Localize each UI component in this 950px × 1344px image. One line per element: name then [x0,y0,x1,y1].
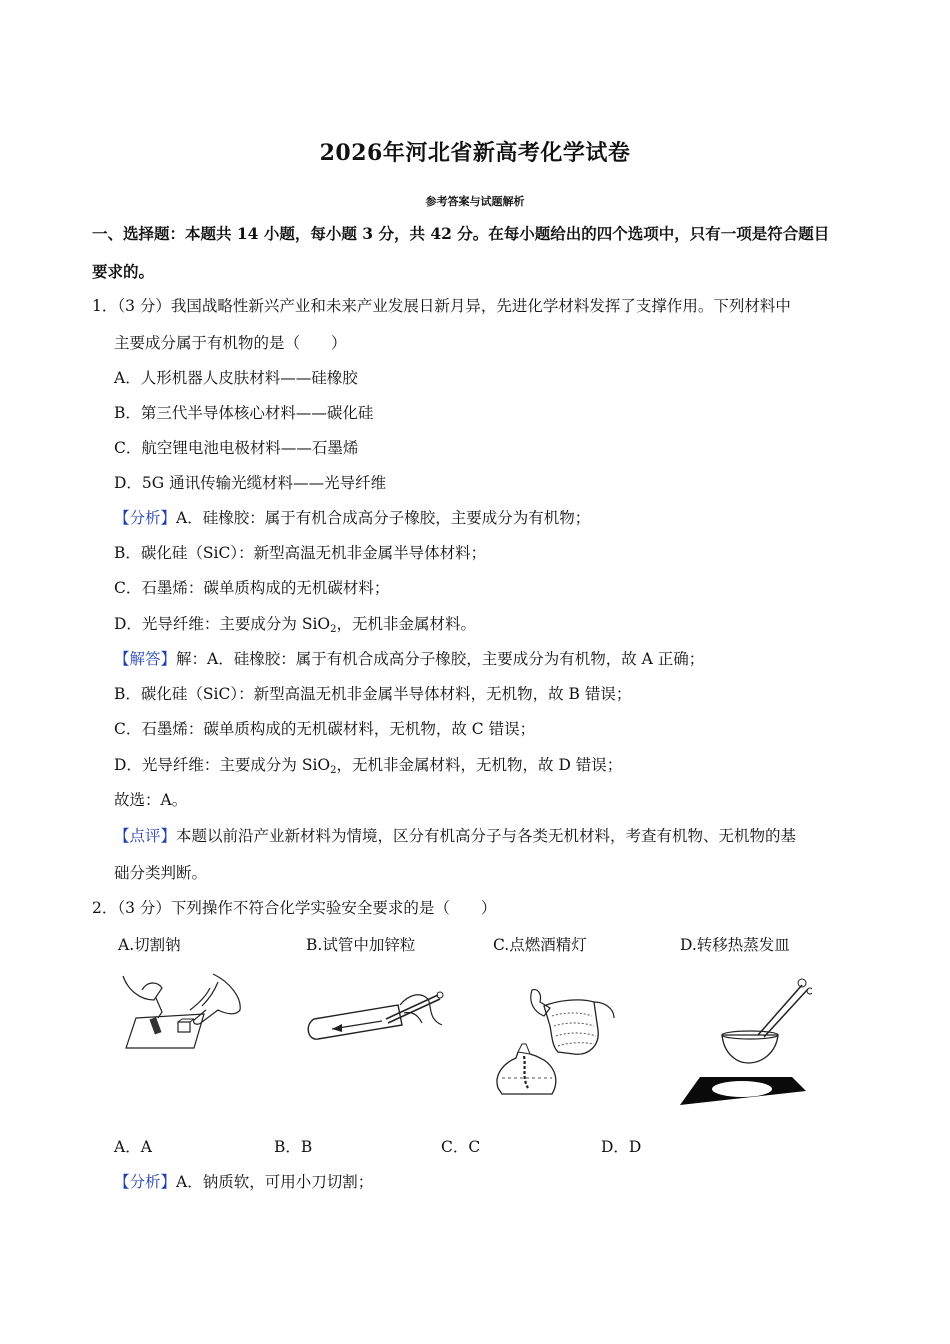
page-subtitle: 参考答案与试题解析 [425,195,525,208]
analysis-tag: 【分析】 [114,509,177,527]
page-title: 2026年河北省新高考化学试卷 [319,140,631,166]
subscript: 2 [330,624,337,635]
analysis-text: A．钠质软，可用小刀切割； [176,1173,374,1191]
analysis-text: A．硅橡胶：属于有机合成高分子橡胶，主要成分为有机物； [176,509,591,527]
q1-analysis-line2: B．碳化硅（SiC）：新型高温无机非金属半导体材料； [114,544,487,562]
q1-analysis-line4 [114,614,476,634]
figure-test-tube-zinc [302,985,448,1045]
q2-option-b: B．B [274,1138,313,1156]
answer-text: 解：A．硅橡胶：属于有机合成高分子橡胶，主要成分为有机物，故 A 正确； [176,650,705,668]
q1-answer-line2: B．碳化硅（SiC）：新型高温无机非金属半导体材料，无机物，故 B 错误； [114,685,632,703]
section-heading-line2: 要求的。 [92,262,155,281]
q1-answer-line4 [114,755,622,775]
section-heading-line1: 一、选择题：本题共 14 小题，每小题 3 分，共 42 分。在每小题给出的四个选项中，只有一项是符合题目 [92,224,830,243]
analysis-tag: 【分析】 [114,1173,177,1191]
q2-figure-caption-a: A.切割钠 [118,936,181,954]
q1-option-c: C．航空锂电池电极材料——石墨烯 [114,439,359,457]
q2-figure-caption-b: B.试管中加锌粒 [306,936,416,954]
figure-evaporating-dish [678,975,812,1113]
figure-alcohol-lamp [492,972,620,1100]
q1-option-d: D．5G 通讯传输光缆材料——光导纤维 [114,474,387,492]
q1-stem-line2: 主要成分属于有机物的是（ ） [114,334,347,352]
q1-answer-line1 [114,649,704,669]
answer-tag: 【解答】 [114,650,177,668]
q1-comment-line1 [114,826,796,846]
q2-figure-caption-d: D.转移热蒸发皿 [680,936,790,954]
comment-text: 本题以前沿产业新材料为情境，区分有机高分子与各类无机材料，考查有机物、无机物的基 [176,827,797,845]
q2-analysis-line1 [114,1172,373,1192]
q2-option-c: C．C [441,1138,481,1156]
q2-figure-caption-c: C.点燃酒精灯 [493,936,587,954]
q1-choice: 故选：A。 [114,791,188,809]
q1-option-a: A．人形机器人皮肤材料——硅橡胶 [114,369,358,387]
answer-d-tail: ，无机非金属材料，无机物，故 D 错误； [336,756,623,774]
q1-analysis-line3: C．石墨烯：碳单质构成的无机碳材料； [114,579,390,597]
q1-analysis-line1 [114,508,590,528]
analysis-d-text: D．光导纤维：主要成分为 SiO [114,615,331,633]
analysis-d-tail: ，无机非金属材料。 [336,615,477,633]
q2-option-d: D．D [601,1138,642,1156]
q1-option-b: B．第三代半导体核心材料——碳化硅 [114,404,374,422]
comment-tag: 【点评】 [114,827,177,845]
q2-stem: 2．（3 分）下列操作不符合化学实验安全要求的是（ ） [92,899,497,917]
answer-d-text: D．光导纤维：主要成分为 SiO [114,756,331,774]
q1-answer-line3: C．石墨烯：碳单质构成的无机碳材料，无机物，故 C 错误； [114,720,536,738]
figure-cutting-sodium [118,970,244,1052]
q1-comment-line2: 础分类判断。 [114,864,208,882]
q1-stem-line1: 1．（3 分）我国战略性新兴产业和未来产业发展日新月异，先进化学材料发挥了支撑作用。下列材料中 [92,297,791,315]
q2-option-a: A．A [114,1138,152,1156]
subscript: 2 [330,765,337,776]
